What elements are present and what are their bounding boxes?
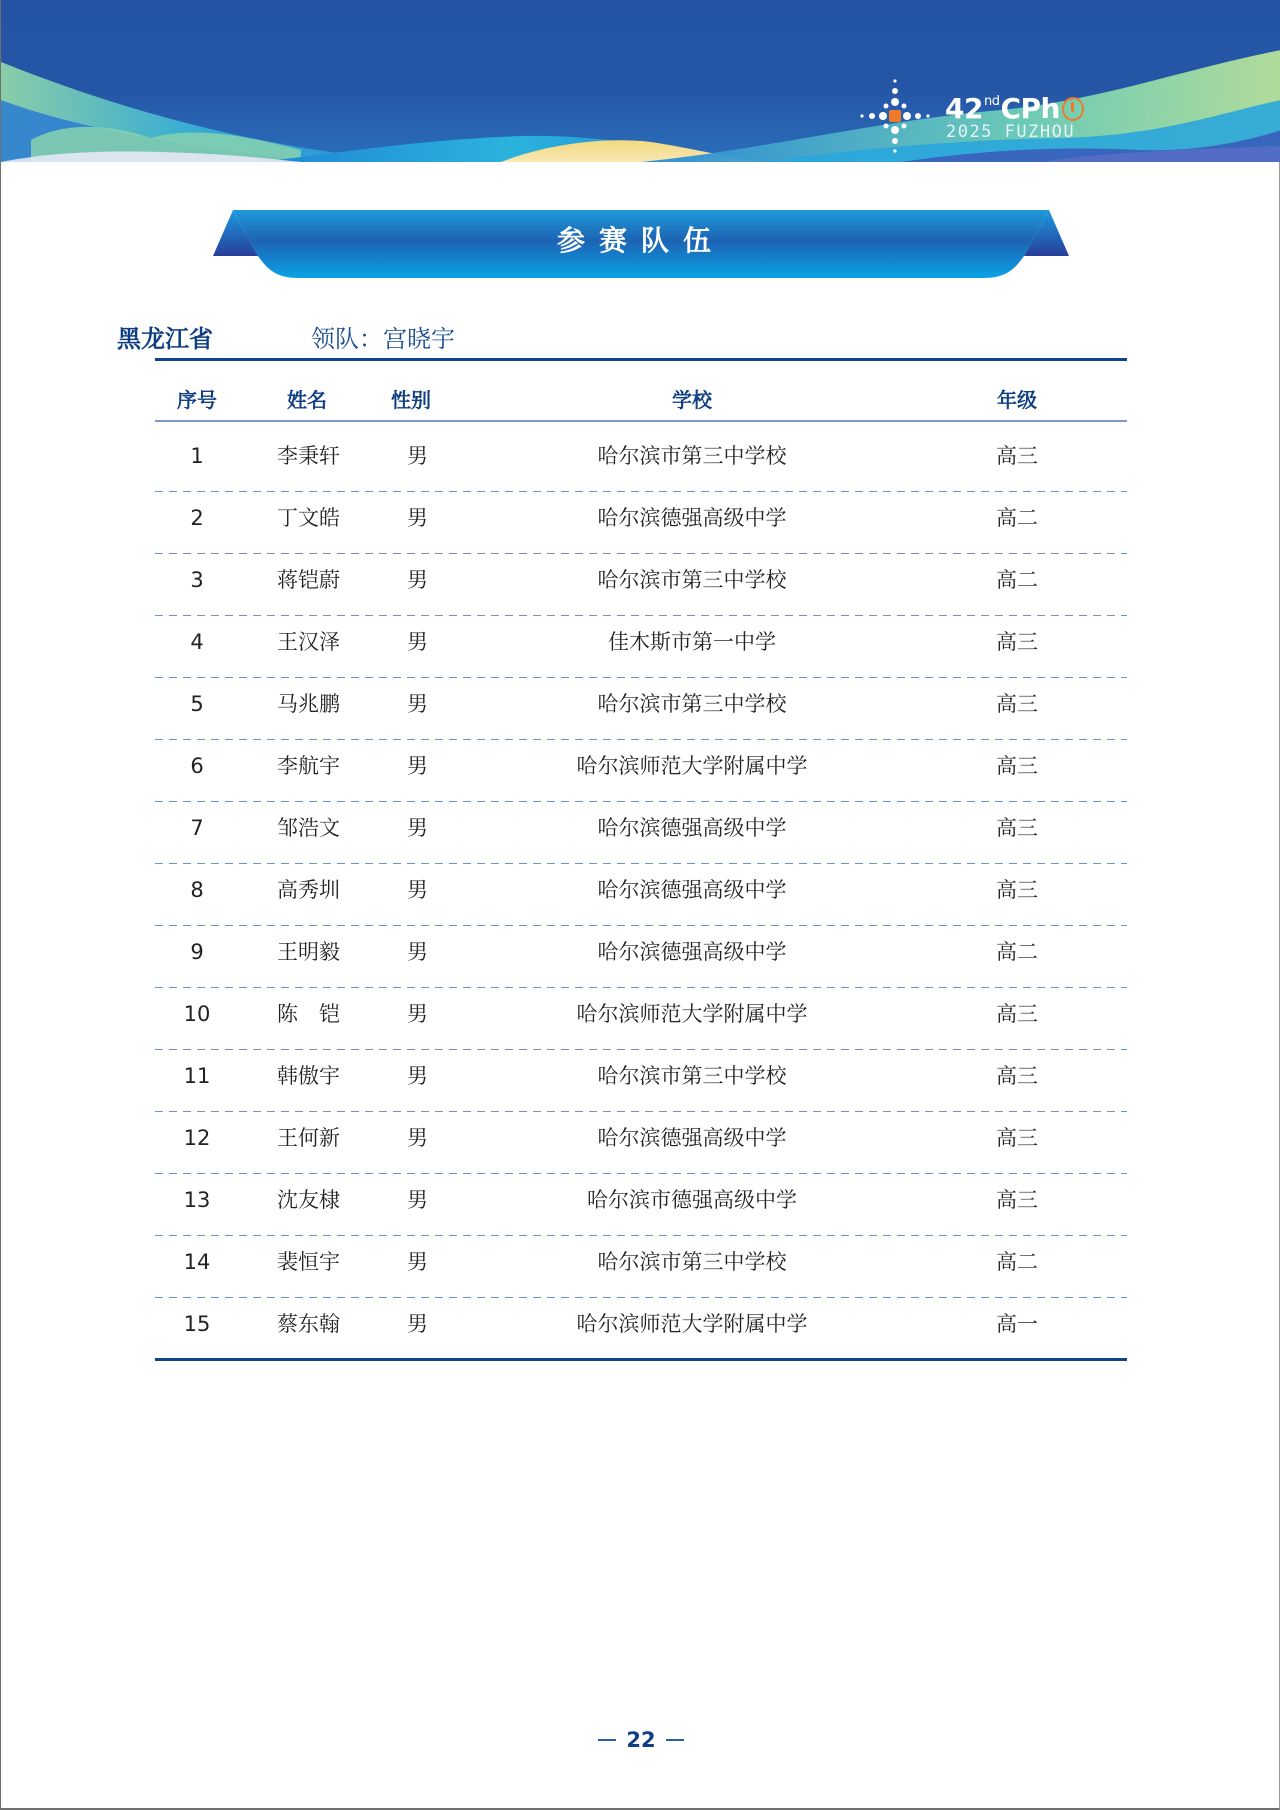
header-name: 姓名	[287, 388, 327, 412]
cell-name: 李航宇	[277, 754, 340, 778]
table-row	[155, 988, 1127, 1050]
cell-index: 1	[190, 444, 204, 468]
dash-right	[666, 1739, 684, 1741]
team-members-table	[155, 430, 1127, 1361]
cell-grade: 高三	[996, 816, 1038, 840]
dash-left	[598, 1739, 616, 1741]
table-row	[155, 1174, 1127, 1236]
header-index: 序号	[177, 388, 217, 412]
cell-grade: 高二	[996, 1250, 1038, 1274]
cell-gender: 男	[407, 1064, 428, 1088]
table-row	[155, 554, 1127, 616]
table-row	[155, 1112, 1127, 1174]
header-banner	[1, 0, 1280, 162]
star-cross-icon	[859, 78, 931, 154]
cell-grade: 高三	[996, 1126, 1038, 1150]
cell-school: 哈尔滨德强高级中学	[597, 816, 787, 840]
cell-grade: 高三	[996, 444, 1038, 468]
cell-school: 哈尔滨市第三中学校	[597, 1064, 787, 1088]
table-row	[155, 1298, 1127, 1361]
section-title-ribbon	[213, 208, 1069, 280]
cell-index: 14	[183, 1250, 211, 1274]
cell-index: 5	[190, 692, 204, 716]
cell-school: 哈尔滨市第三中学校	[597, 444, 787, 468]
cell-name: 裴恒宇	[277, 1250, 340, 1274]
cell-gender: 男	[407, 878, 428, 902]
cell-name: 丁文皓	[277, 506, 340, 530]
cell-school: 哈尔滨市德强高级中学	[587, 1188, 797, 1212]
cell-grade: 高三	[996, 878, 1038, 902]
cell-gender: 男	[407, 1188, 428, 1212]
table-row	[155, 864, 1127, 926]
table-row	[155, 1236, 1127, 1298]
logo-subtitle: 2025 FUZHOU	[946, 122, 1076, 142]
header-gender: 性别	[391, 388, 431, 412]
section-title: 参赛队伍	[556, 224, 725, 257]
cell-grade: 高三	[996, 1188, 1038, 1212]
table-row	[155, 802, 1127, 864]
cell-name: 王明毅	[277, 940, 340, 964]
cell-index: 6	[190, 754, 204, 778]
cell-grade: 高二	[996, 940, 1038, 964]
cell-index: 3	[190, 568, 204, 592]
cell-grade: 高三	[996, 1064, 1038, 1088]
cell-name: 沈友棣	[277, 1188, 340, 1212]
cell-school: 佳木斯市第一中学	[608, 630, 776, 654]
cell-index: 12	[183, 1126, 211, 1150]
cell-grade: 高二	[996, 506, 1038, 530]
cell-name: 邹浩文	[277, 816, 340, 840]
leader-label: 领队：	[311, 325, 383, 353]
cell-school: 哈尔滨德强高级中学	[597, 1126, 787, 1150]
cell-school: 哈尔滨市第三中学校	[597, 1250, 787, 1274]
cell-name: 王何新	[277, 1126, 340, 1150]
cell-gender: 男	[407, 692, 428, 716]
cell-gender: 男	[407, 816, 428, 840]
cell-index: 11	[183, 1064, 211, 1088]
cell-index: 4	[190, 630, 204, 654]
table-row	[155, 492, 1127, 554]
cell-gender: 男	[407, 1126, 428, 1150]
cell-grade: 高二	[996, 568, 1038, 592]
header-school: 学校	[672, 388, 712, 412]
cell-gender: 男	[407, 1312, 428, 1336]
cell-index: 7	[190, 816, 204, 840]
cell-gender: 男	[407, 630, 428, 654]
table-row	[155, 926, 1127, 988]
cell-gender: 男	[407, 1250, 428, 1274]
table-row	[155, 616, 1127, 678]
cell-school: 哈尔滨师范大学附属中学	[576, 1312, 808, 1336]
table-row	[155, 430, 1127, 492]
cell-grade: 高一	[996, 1312, 1038, 1336]
cell-gender: 男	[407, 754, 428, 778]
cell-index: 9	[190, 940, 204, 964]
cell-gender: 男	[407, 568, 428, 592]
cell-grade: 高三	[996, 1002, 1038, 1026]
table-row	[155, 1050, 1127, 1112]
cell-school: 哈尔滨师范大学附属中学	[576, 1002, 808, 1026]
cell-school: 哈尔滨德强高级中学	[597, 940, 787, 964]
cell-school: 哈尔滨德强高级中学	[597, 878, 787, 902]
header-grade: 年级	[997, 388, 1037, 412]
cell-name: 陈 铠	[277, 1002, 340, 1026]
cell-gender: 男	[407, 444, 428, 468]
cell-name: 蔡东翰	[277, 1312, 340, 1336]
thermometer-o-icon	[1062, 97, 1084, 121]
leader-name: 宫晓宇	[383, 325, 455, 353]
cell-name: 蒋铠蔚	[277, 568, 340, 592]
cell-name: 李秉轩	[277, 444, 340, 468]
page-number-text: 22	[626, 1728, 656, 1752]
cell-gender: 男	[407, 940, 428, 964]
cell-index: 15	[183, 1312, 211, 1336]
cell-grade: 高三	[996, 754, 1038, 778]
cell-index: 10	[183, 1002, 211, 1026]
table-top-rule	[155, 358, 1127, 361]
cell-school: 哈尔滨市第三中学校	[597, 568, 787, 592]
cell-name: 韩傲宇	[277, 1064, 340, 1088]
cell-grade: 高三	[996, 630, 1038, 654]
cell-grade: 高三	[996, 692, 1038, 716]
cell-gender: 男	[407, 506, 428, 530]
logo-acronym: CPh	[1000, 92, 1060, 125]
cell-index: 2	[190, 506, 204, 530]
cell-school: 哈尔滨德强高级中学	[597, 506, 787, 530]
edition-suffix: nd	[983, 94, 1000, 109]
cell-school: 哈尔滨师范大学附属中学	[576, 754, 808, 778]
table-row	[155, 678, 1127, 740]
cell-name: 高秀圳	[277, 878, 340, 902]
cell-index: 13	[183, 1188, 211, 1212]
cell-name: 王汉泽	[277, 630, 340, 654]
page-number	[1, 1724, 1280, 1756]
cell-index: 8	[190, 878, 204, 902]
cpho-logo	[859, 78, 1099, 154]
team-leader	[311, 322, 455, 356]
logo-title	[945, 86, 1084, 125]
cell-gender: 男	[407, 1002, 428, 1026]
edition-number: 42	[945, 92, 983, 125]
cell-school: 哈尔滨市第三中学校	[597, 692, 787, 716]
cell-name: 马兆鹏	[277, 692, 340, 716]
table-header	[155, 380, 1127, 422]
table-row	[155, 740, 1127, 802]
province-name: 黑龙江省	[117, 325, 213, 353]
